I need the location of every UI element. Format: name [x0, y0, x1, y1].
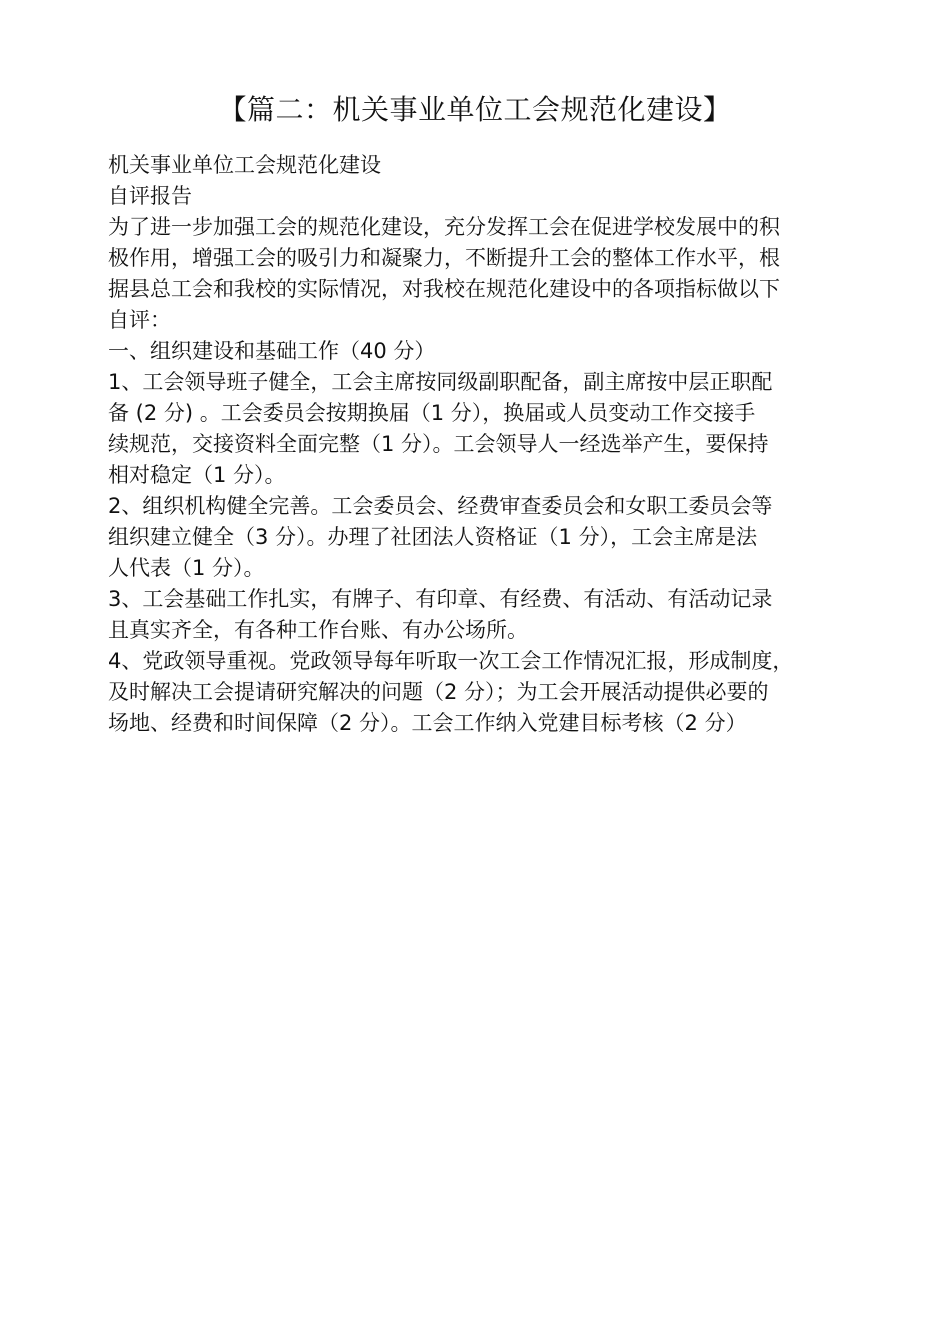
text-line: 人代表（1 分）。	[108, 556, 265, 580]
text-line: 自评报告	[108, 184, 192, 208]
document-title: 【篇二：机关事业单位工会规范化建设】	[218, 93, 732, 126]
text-line: 场地、经费和时间保障（2 分）。工会工作纳入党建目标考核（2 分）	[108, 711, 747, 735]
text-line: 机关事业单位工会规范化建设	[108, 153, 381, 177]
text-line: 组织建立健全（3 分）。办理了社团法人资格证（1 分），工会主席是法	[108, 525, 758, 549]
text-line: 且真实齐全，有各种工作台账、有办公场所。	[108, 618, 528, 642]
text-line: 2、组织机构健全完善。工会委员会、经费审查委员会和女职工委员会等	[108, 494, 773, 518]
text-line: 3、工会基础工作扎实，有牌子、有印章、有经费、有活动、有活动记录	[108, 587, 773, 611]
text-line: 据县总工会和我校的实际情况，对我校在规范化建设中的各项指标做以下	[108, 277, 780, 301]
text-line: 备 (2 分) 。工会委员会按期换届（1 分），换届或人员变动工作交接手	[108, 401, 756, 425]
text-line: 极作用，增强工会的吸引力和凝聚力，不断提升工会的整体工作水平，根	[108, 246, 780, 270]
text-line: 及时解决工会提请研究解决的问题（2 分）；为工会开展活动提供必要的	[108, 680, 769, 704]
text-line: 4、党政领导重视。党政领导每年听取一次工会工作情况汇报，形成制度，	[108, 649, 794, 673]
text-line: 1、工会领导班子健全，工会主席按同级副职配备，副主席按中层正职配	[108, 370, 773, 394]
text-line: 相对稳定（1 分）。	[108, 463, 286, 487]
text-line: 续规范，交接资料全面完整（1 分）。工会领导人一经选举产生，要保持	[108, 432, 769, 456]
text-line: 为了进一步加强工会的规范化建设，充分发挥工会在促进学校发展中的积	[108, 215, 780, 239]
text-line: 自评：	[108, 308, 171, 332]
section-heading: 一、组织建设和基础工作（40 分）	[108, 339, 436, 363]
document-body	[108, 150, 860, 739]
